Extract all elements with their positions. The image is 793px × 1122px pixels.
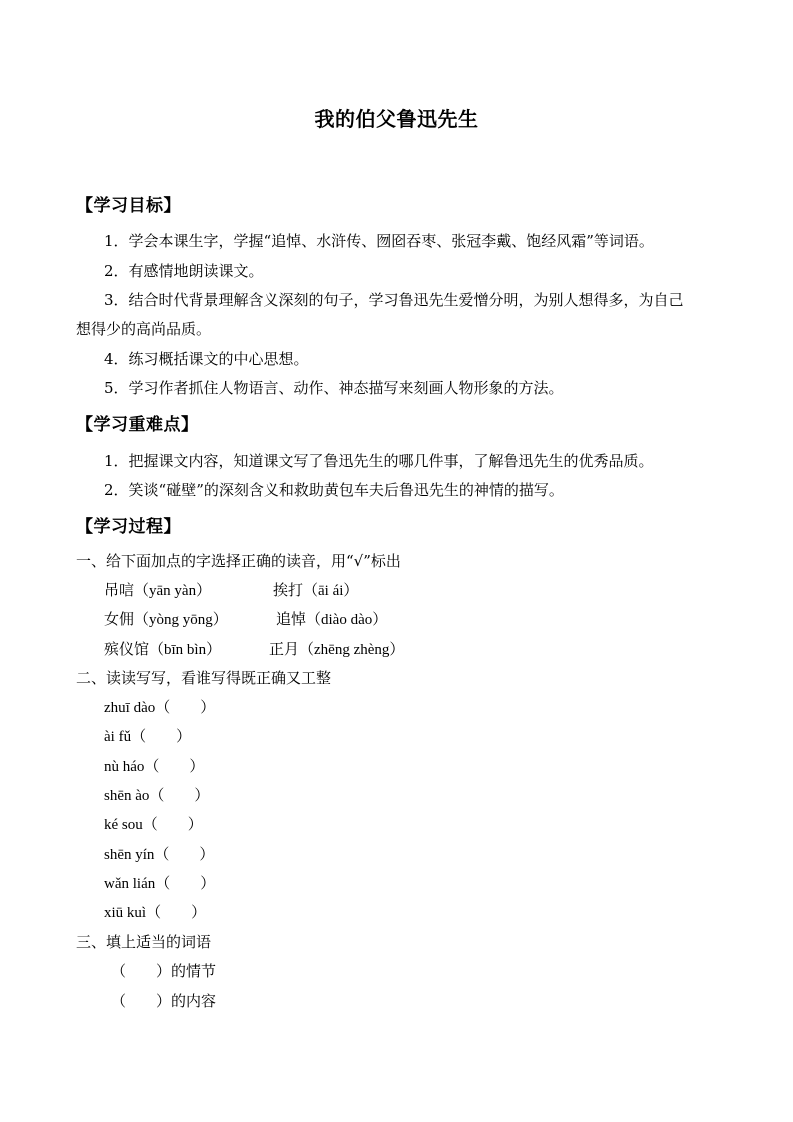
section-heading-process: 【学习过程】 <box>76 517 181 537</box>
q1-row-1-left: 吊唁（yān yàn） <box>104 583 212 599</box>
q2-item-3: nù háo（ ） <box>104 759 205 775</box>
question-1-prompt: 一、给下面加点的字选择正确的读音，用“√”标出 <box>76 552 401 570</box>
goal-item-1: 1．学会本课生字，学握“追悼、水浒传、囫囵吞枣、张冠李戴、饱经风霜”等词语。 <box>104 232 654 250</box>
section-heading-goals: 【学习目标】 <box>76 196 181 216</box>
goal-item-5: 5．学习作者抓住人物语言、动作、神态描写来刻画人物形象的方法。 <box>104 379 564 397</box>
q2-item-4: shēn ào（ ） <box>104 788 210 804</box>
q2-item-2: ài fǔ（ ） <box>104 729 192 745</box>
goal-item-2: 2．有感情地朗读课文。 <box>104 262 264 280</box>
q1-row-2-right: 追悼（diào dào） <box>276 612 388 628</box>
q2-item-1: zhuī dào（ ） <box>104 700 216 716</box>
question-3-prompt: 三、填上适当的词语 <box>76 933 212 951</box>
q1-row-3-right: 正月（zhēng zhèng） <box>269 642 405 658</box>
question-2-prompt: 二、读读写写，看谁写得既正确又工整 <box>76 669 332 687</box>
q1-row-2-left: 女佣（yòng yōng） <box>104 612 228 628</box>
section-heading-key-points: 【学习重难点】 <box>76 415 199 435</box>
q1-row-3-left: 殡仪馆（bīn bìn） <box>104 642 222 658</box>
q2-item-5: ké sou（ ） <box>104 817 203 833</box>
goal-item-4: 4．练习概括课文的中心思想。 <box>104 350 309 368</box>
q2-item-7: wǎn lián（ ） <box>104 876 216 892</box>
q1-row-1-right: 挨打（āi ái） <box>273 583 359 599</box>
key-point-item-2: 2．笑谈“碰壁”的深刻含义和救助黄包车夫后鲁迅先生的神情的描写。 <box>104 481 564 499</box>
q2-item-8: xiū kuì（ ） <box>104 905 207 921</box>
document-title: 我的伯父鲁迅先生 <box>314 107 479 131</box>
goal-item-3-continued: 想得少的高尚品质。 <box>76 320 212 338</box>
q3-item-2: （ ）的内容 <box>111 992 217 1010</box>
key-point-item-1: 1．把握课文内容，知道课文写了鲁迅先生的哪几件事，了解鲁迅先生的优秀品质。 <box>104 452 654 470</box>
goal-item-3: 3．结合时代背景理解含义深刻的句子，学习鲁迅先生爱憎分明，为别人想得多，为自己 <box>104 291 684 309</box>
q2-item-6: shēn yín（ ） <box>104 847 215 863</box>
q3-item-1: （ ）的情节 <box>111 962 217 980</box>
